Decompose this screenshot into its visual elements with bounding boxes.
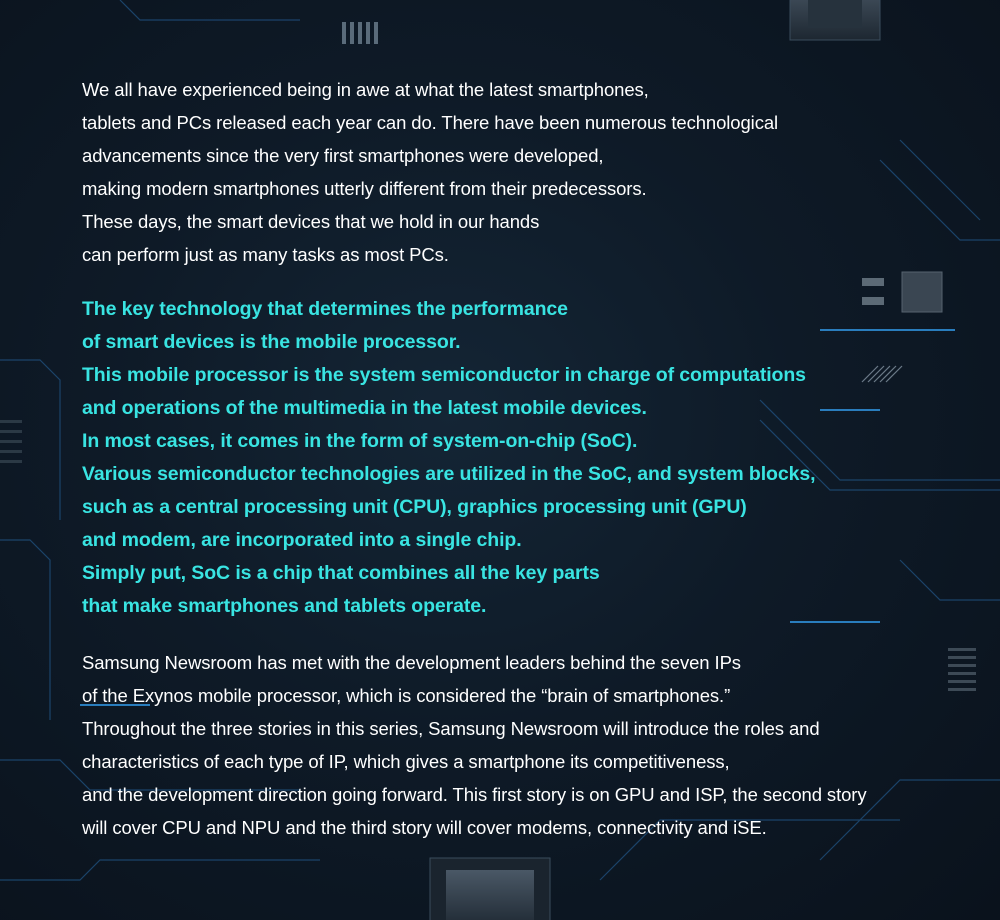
highlight-line: This mobile processor is the system semiconductor in charge of computations xyxy=(82,364,806,386)
pin-bars-icon xyxy=(342,22,378,44)
intro-line: We all have experienced being in awe at what the latest smartphones, xyxy=(82,79,649,100)
article-body xyxy=(82,73,942,844)
highlight-line: The key technology that determines the performance xyxy=(82,298,568,320)
intro-line: making modern smartphones utterly different from their predecessors. xyxy=(82,178,647,199)
bottom-chip-icon xyxy=(430,858,550,920)
highlight-line: that make smartphones and tablets operate. xyxy=(82,595,487,617)
outro-line: will cover CPU and NPU and the third story will cover modems, connectivity and iSE. xyxy=(82,817,767,838)
highlight-line: such as a central processing unit (CPU), graphics processing unit (GPU) xyxy=(82,496,747,518)
intro-paragraph xyxy=(82,73,942,271)
highlight-line: and operations of the multimedia in the latest mobile devices. xyxy=(82,397,647,419)
outro-line: characteristics of each type of IP, which gives a smartphone its competitiveness, xyxy=(82,751,730,772)
outro-line: Samsung Newsroom has met with the development leaders behind the seven IPs xyxy=(82,652,741,673)
highlight-line: In most cases, it comes in the form of system-on-chip (SoC). xyxy=(82,430,638,452)
intro-line: advancements since the very first smartphones were developed, xyxy=(82,145,604,166)
key-technology-paragraph xyxy=(82,293,942,623)
intro-line: tablets and PCs released each year can do. There have been numerous technological xyxy=(82,112,779,133)
highlight-line: of smart devices is the mobile processor. xyxy=(82,331,461,353)
outro-line: of the Exynos mobile processor, which is considered the “brain of smartphones.” xyxy=(82,685,731,706)
outro-line: Throughout the three stories in this series, Samsung Newsroom will introduce the roles and xyxy=(82,718,820,739)
outro-line: and the development direction going forward. This first story is on GPU and ISP, the second story xyxy=(82,784,867,805)
highlight-line: and modem, are incorporated into a single chip. xyxy=(82,529,522,551)
intro-line: These days, the smart devices that we hold in our hands xyxy=(82,211,540,232)
top-chip-icon xyxy=(790,0,880,40)
series-intro-paragraph xyxy=(82,646,942,844)
highlight-line: Simply put, SoC is a chip that combines all the key parts xyxy=(82,562,600,584)
intro-line: can perform just as many tasks as most PCs. xyxy=(82,244,449,265)
highlight-line: Various semiconductor technologies are utilized in the SoC, and system blocks, xyxy=(82,463,816,485)
